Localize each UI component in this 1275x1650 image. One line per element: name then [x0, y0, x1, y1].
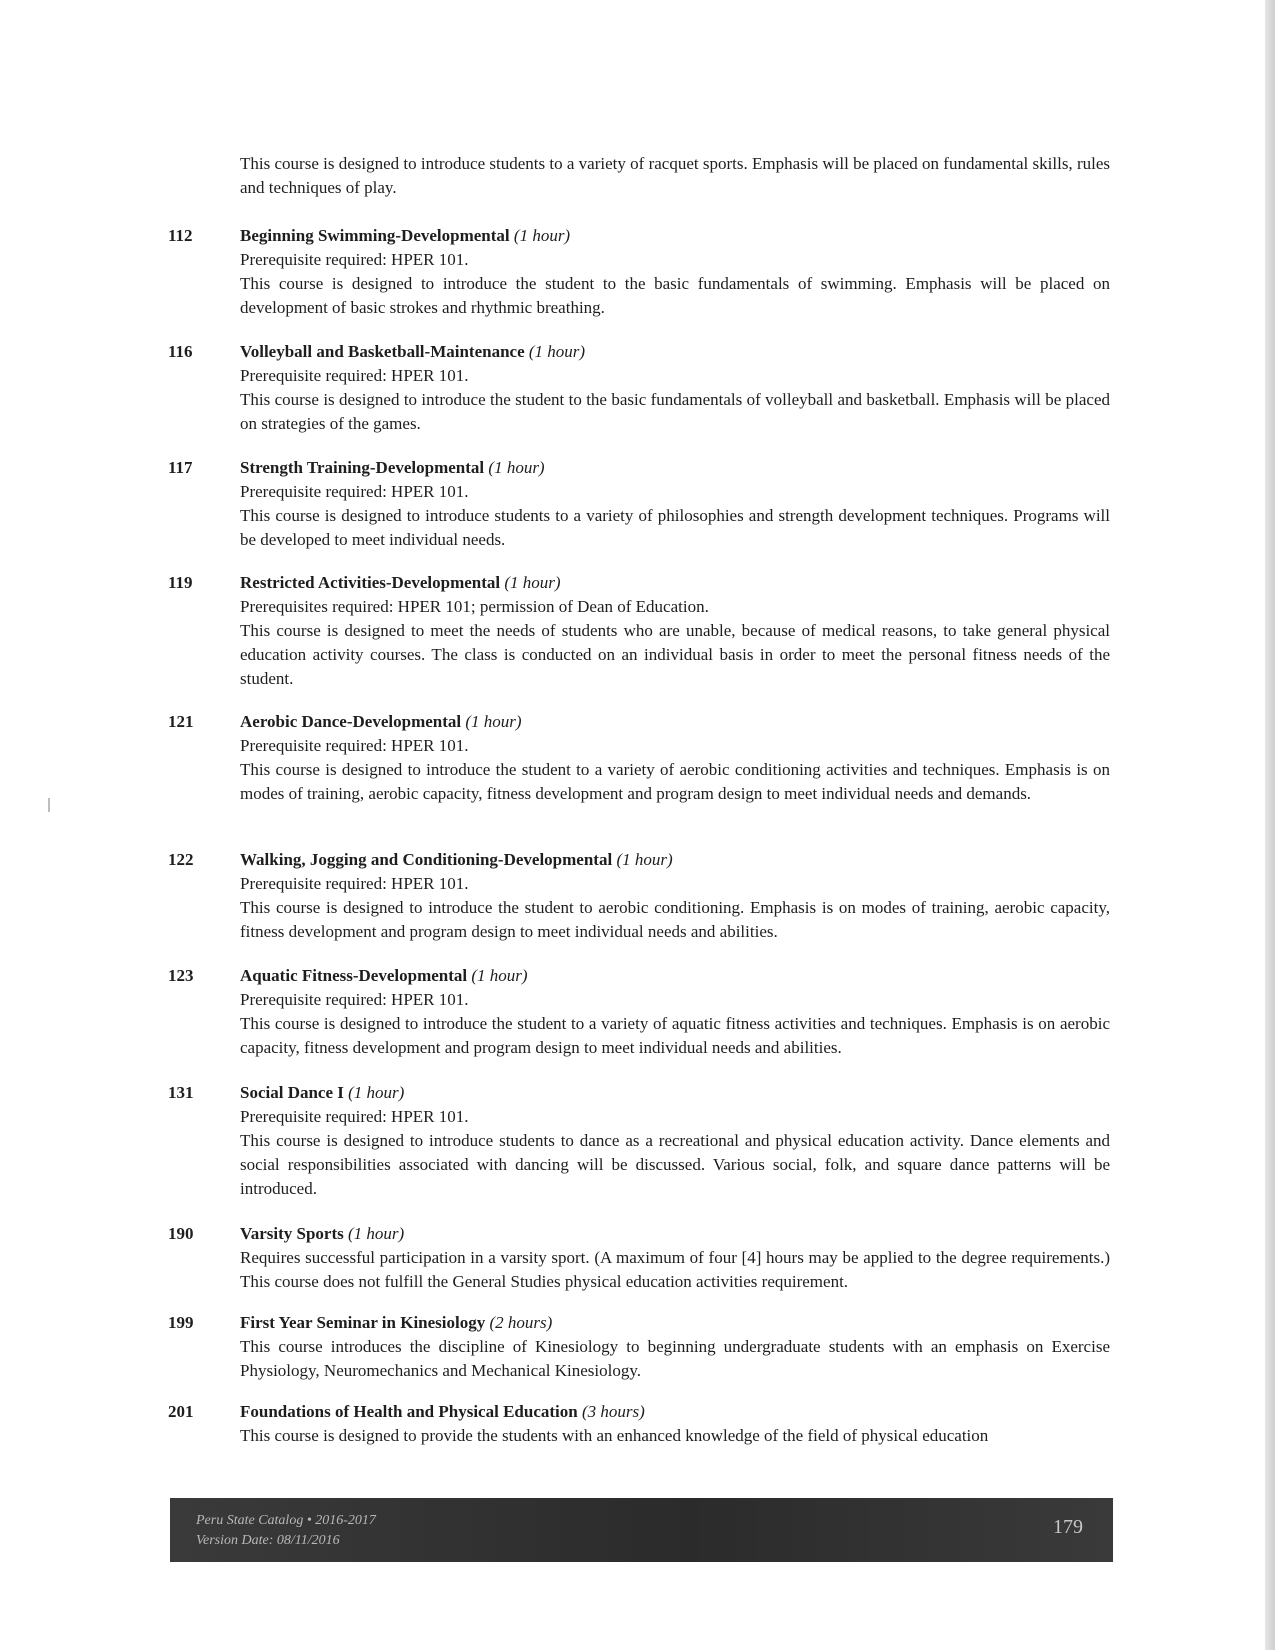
course-body	[240, 710, 1110, 806]
course-number: 116	[168, 342, 193, 361]
course-body	[240, 456, 1110, 552]
course-number: 199	[168, 1313, 194, 1332]
course-prerequisite: Prerequisite required: HPER 101.	[240, 250, 469, 269]
course-description: This course is designed to introduce the student to aerobic conditioning. Emphasis is on modes of training, aerobic capacity, fitness development and program design to meet individual needs and abilities.	[240, 898, 1110, 941]
course-hours: (2 hours)	[489, 1313, 553, 1332]
course-description: This course is designed to introduce the student to the basic fundamentals of volleyball and basketball. Emphasis will be placed on strategies of the games.	[240, 390, 1110, 433]
course-prerequisite: Prerequisite required: HPER 101.	[240, 874, 469, 893]
course-hours: (1 hour)	[616, 850, 673, 869]
course-body	[240, 1222, 1110, 1294]
course-number: 190	[168, 1224, 194, 1243]
scan-speck	[48, 798, 50, 812]
course-hours: (1 hour)	[348, 1224, 405, 1243]
course-description: This course is designed to introduce students to dance as a recreational and physical education activity. Dance elements and social responsibilities associated with dancing will be discussed. Various social, folk, and square dance patterns will be introduced.	[240, 1131, 1110, 1198]
course-number: 131	[168, 1083, 194, 1102]
course-hours: (1 hour)	[504, 573, 561, 592]
course-body	[240, 571, 1110, 691]
course-prerequisite: Prerequisite required: HPER 101.	[240, 1107, 469, 1126]
course-number: 122	[168, 850, 194, 869]
course-number: 123	[168, 966, 194, 985]
course-description: This course introduces the discipline of Kinesiology to beginning undergraduate students with an emphasis on Exercise Physiology, Neuromechanics and Mechanical Kinesiology.	[240, 1337, 1110, 1380]
footer-version-date: Version Date: 08/11/2016	[196, 1533, 340, 1548]
course-hours: (1 hour)	[488, 458, 545, 477]
intro-paragraph: This course is designed to introduce students to a variety of racquet sports. Emphasis will be placed on fundamental skills, rules and techniques of play.	[240, 154, 1110, 197]
course-title: Aquatic Fitness-Developmental	[240, 966, 468, 985]
course-prerequisite: Prerequisite required: HPER 101.	[240, 736, 469, 755]
course-prerequisite: Prerequisite required: HPER 101.	[240, 990, 469, 1009]
footer-catalog-title: Peru State Catalog • 2016-2017	[196, 1513, 376, 1528]
course-body	[240, 340, 1110, 436]
course-title: Social Dance I	[240, 1083, 344, 1102]
course-number: 121	[168, 712, 194, 731]
course-hours: (1 hour)	[528, 342, 586, 361]
course-description: This course is designed to introduce the student to the basic fundamentals of swimming. Emphasis will be placed on development of basic strokes and rhythmic breathing.	[240, 274, 1110, 317]
course-body	[240, 1311, 1110, 1383]
scan-edge	[1265, 0, 1275, 1650]
course-description: This course is designed to introduce the student to a variety of aquatic fitness activities and techniques. Emphasis is on aerobic capacity, fitness development and program design to meet individual needs and abilities.	[240, 1014, 1110, 1057]
course-body	[240, 1081, 1110, 1201]
course-number: 201	[168, 1402, 194, 1421]
course-hours: (1 hour)	[465, 712, 522, 731]
course-title: Walking, Jogging and Conditioning-Developmental	[240, 850, 613, 869]
course-title: Varsity Sports	[240, 1224, 344, 1243]
course-title: First Year Seminar in Kinesiology	[240, 1313, 486, 1332]
course-hours: (1 hour)	[348, 1083, 405, 1102]
course-description: This course is designed to meet the needs of students who are unable, because of medical reasons, to take general physical education activity courses. The class is conducted on an individual basis in order to meet the personal fitness needs of the student.	[240, 621, 1110, 688]
course-title: Strength Training-Developmental	[240, 458, 485, 477]
course-description: This course is designed to introduce students to a variety of philosophies and strength development techniques. Programs will be developed to meet individual needs.	[240, 506, 1110, 549]
course-number: 119	[168, 573, 193, 592]
course-title: Restricted Activities-Developmental	[240, 573, 501, 592]
footer-catalog-info	[196, 1511, 376, 1551]
course-body	[240, 1400, 1110, 1448]
page-footer	[170, 1498, 1113, 1562]
course-title: Beginning Swimming-Developmental	[240, 226, 510, 245]
course-prerequisite: Prerequisite required: HPER 101.	[240, 366, 469, 385]
course-prerequisite: Prerequisites required: HPER 101; permission of Dean of Education.	[240, 597, 709, 616]
course-hours: (3 hours)	[581, 1402, 645, 1421]
course-body	[240, 224, 1110, 320]
course-description: This course is designed to provide the students with an enhanced knowledge of the field of physical education	[240, 1426, 989, 1445]
page-number: 179	[1053, 1516, 1083, 1538]
course-number: 117	[168, 458, 193, 477]
course-description: This course is designed to introduce the student to a variety of aerobic conditioning activities and techniques. Emphasis is on modes of training, aerobic capacity, fitness development and program design to meet individual needs and demands.	[240, 760, 1110, 803]
course-hours: (1 hour)	[513, 226, 571, 245]
course-title: Foundations of Health and Physical Education	[240, 1402, 578, 1421]
course-description: Requires successful participation in a varsity sport. (A maximum of four [4] hours may be applied to the degree requirements.) This course does not fulfill the General Studies physical education activities requirement.	[240, 1248, 1110, 1291]
course-prerequisite: Prerequisite required: HPER 101.	[240, 482, 469, 501]
course-number: 112	[168, 226, 193, 245]
course-title: Volleyball and Basketball-Maintenance	[240, 342, 525, 361]
course-title: Aerobic Dance-Developmental	[240, 712, 462, 731]
course-body	[240, 848, 1110, 944]
course-hours: (1 hour)	[471, 966, 528, 985]
course-body	[240, 964, 1110, 1060]
